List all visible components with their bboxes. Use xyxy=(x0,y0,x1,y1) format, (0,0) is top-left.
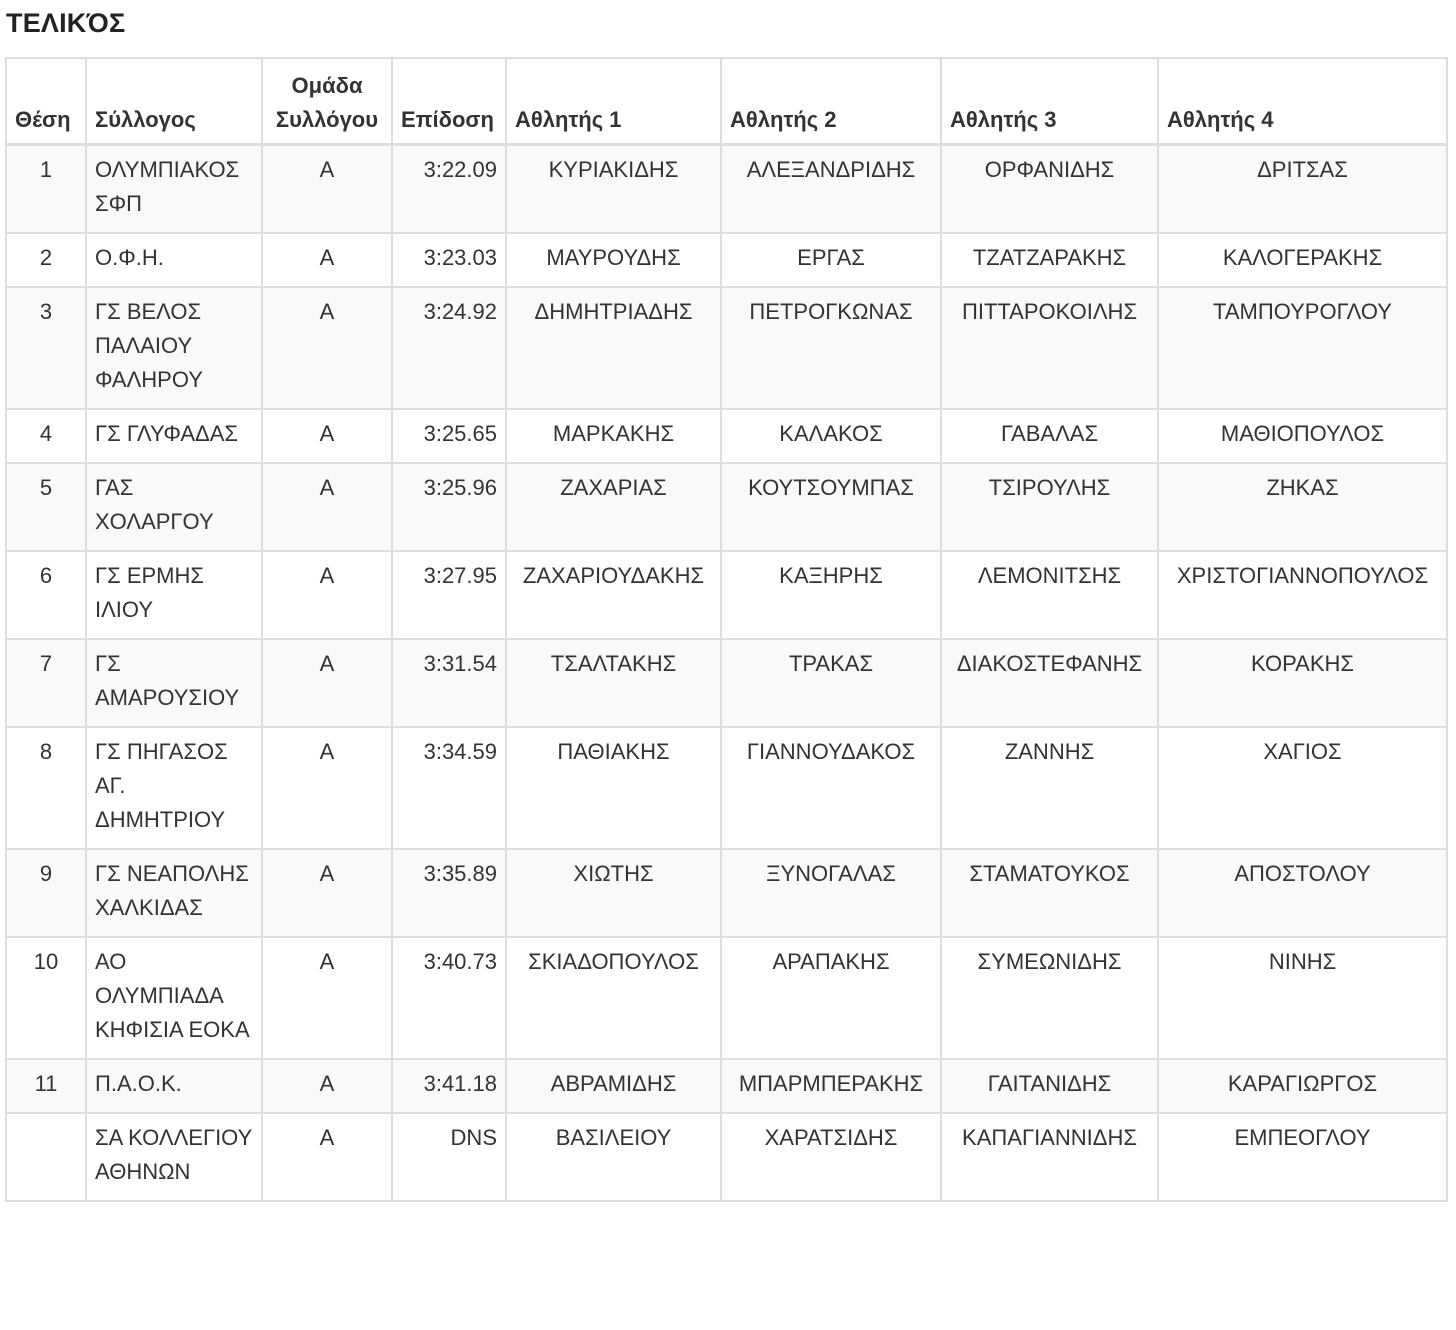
cell-athlete-1: ΤΣΑΛΤΑΚΗΣ xyxy=(506,639,721,727)
cell-athlete-4: ΚΑΡΑΓΙΩΡΓΟΣ xyxy=(1158,1059,1447,1113)
cell-athlete-1: ΚΥΡΙΑΚΙΔΗΣ xyxy=(506,145,721,234)
cell-performance: 3:31.54 xyxy=(392,639,506,727)
cell-athlete-3: ΠΙΤΤΑΡΟΚΟΙΛΗΣ xyxy=(941,287,1158,409)
cell-athlete-2: ΑΛΕΞΑΝΔΡΙΔΗΣ xyxy=(721,145,941,234)
cell-team: Α xyxy=(262,145,392,234)
cell-athlete-4: ΑΠΟΣΤΟΛΟΥ xyxy=(1158,849,1447,937)
results-table xyxy=(5,57,1448,1202)
cell-performance: 3:22.09 xyxy=(392,145,506,234)
cell-position: 2 xyxy=(6,233,86,287)
cell-athlete-4: ΧΑΓΙΟΣ xyxy=(1158,727,1447,849)
cell-team: Α xyxy=(262,233,392,287)
header-athlete-4: Αθλητής 4 xyxy=(1158,58,1447,145)
cell-position: 11 xyxy=(6,1059,86,1113)
cell-position xyxy=(6,1113,86,1201)
cell-club: ΟΛΥΜΠΙΑΚΟΣ ΣΦΠ xyxy=(86,145,262,234)
cell-club: Π.Α.Ο.Κ. xyxy=(86,1059,262,1113)
cell-team: Α xyxy=(262,287,392,409)
cell-athlete-3: ΟΡΦΑΝΙΔΗΣ xyxy=(941,145,1158,234)
cell-performance: 3:25.65 xyxy=(392,409,506,463)
cell-athlete-4: ΜΑΘΙΟΠΟΥΛΟΣ xyxy=(1158,409,1447,463)
cell-athlete-2: ΞΥΝΟΓΑΛΑΣ xyxy=(721,849,941,937)
table-row xyxy=(6,937,1447,1059)
cell-team: Α xyxy=(262,639,392,727)
cell-athlete-4: ΚΟΡΑΚΗΣ xyxy=(1158,639,1447,727)
cell-performance: 3:24.92 xyxy=(392,287,506,409)
cell-team: Α xyxy=(262,849,392,937)
cell-athlete-4: ΝΙΝΗΣ xyxy=(1158,937,1447,1059)
cell-team: Α xyxy=(262,1059,392,1113)
cell-club: ΓΣ ΓΛΥΦΑΔΑΣ xyxy=(86,409,262,463)
cell-athlete-1: ΧΙΩΤΗΣ xyxy=(506,849,721,937)
cell-athlete-1: ΣΚΙΑΔΟΠΟΥΛΟΣ xyxy=(506,937,721,1059)
table-row xyxy=(6,639,1447,727)
cell-athlete-2: ΕΡΓΑΣ xyxy=(721,233,941,287)
cell-team: Α xyxy=(262,727,392,849)
cell-position: 1 xyxy=(6,145,86,234)
header-team: Ομάδα Συλλόγου xyxy=(262,58,392,145)
cell-athlete-3: ΓΑΒΑΛΑΣ xyxy=(941,409,1158,463)
cell-athlete-2: ΓΙΑΝΝΟΥΔΑΚΟΣ xyxy=(721,727,941,849)
cell-athlete-2: ΑΡΑΠΑΚΗΣ xyxy=(721,937,941,1059)
header-athlete-1: Αθλητής 1 xyxy=(506,58,721,145)
cell-team: Α xyxy=(262,1113,392,1201)
cell-athlete-1: ΑΒΡΑΜΙΔΗΣ xyxy=(506,1059,721,1113)
cell-athlete-3: ΤΖΑΤΖΑΡΑΚΗΣ xyxy=(941,233,1158,287)
cell-athlete-3: ΖΑΝΝΗΣ xyxy=(941,727,1158,849)
cell-athlete-3: ΣΤΑΜΑΤΟΥΚΟΣ xyxy=(941,849,1158,937)
cell-club: ΓΣ ΠΗΓΑΣΟΣ ΑΓ. ΔΗΜΗΤΡΙΟΥ xyxy=(86,727,262,849)
cell-performance: 3:23.03 xyxy=(392,233,506,287)
cell-athlete-2: ΚΟΥΤΣΟΥΜΠΑΣ xyxy=(721,463,941,551)
cell-athlete-2: ΠΕΤΡΟΓΚΩΝΑΣ xyxy=(721,287,941,409)
cell-athlete-3: ΛΕΜΟΝΙΤΣΗΣ xyxy=(941,551,1158,639)
cell-club: ΓΣ ΕΡΜΗΣ ΙΛΙΟΥ xyxy=(86,551,262,639)
cell-position: 8 xyxy=(6,727,86,849)
table-row xyxy=(6,233,1447,287)
cell-athlete-4: ΚΑΛΟΓΕΡΑΚΗΣ xyxy=(1158,233,1447,287)
cell-athlete-1: ΜΑΡΚΑΚΗΣ xyxy=(506,409,721,463)
cell-athlete-4: ΔΡΙΤΣΑΣ xyxy=(1158,145,1447,234)
cell-athlete-1: ΖΑΧΑΡΙΑΣ xyxy=(506,463,721,551)
cell-team: Α xyxy=(262,463,392,551)
table-row xyxy=(6,551,1447,639)
cell-performance: 3:40.73 xyxy=(392,937,506,1059)
cell-athlete-1: ΖΑΧΑΡΙΟΥΔΑΚΗΣ xyxy=(506,551,721,639)
cell-performance: 3:41.18 xyxy=(392,1059,506,1113)
cell-athlete-4: ΖΗΚΑΣ xyxy=(1158,463,1447,551)
cell-club: ΓΣ ΑΜΑΡΟΥΣΙΟΥ xyxy=(86,639,262,727)
cell-position: 7 xyxy=(6,639,86,727)
cell-athlete-3: ΓΑΙΤΑΝΙΔΗΣ xyxy=(941,1059,1158,1113)
header-position: Θέση xyxy=(6,58,86,145)
cell-position: 6 xyxy=(6,551,86,639)
cell-position: 9 xyxy=(6,849,86,937)
cell-position: 5 xyxy=(6,463,86,551)
cell-athlete-4: ΕΜΠΕΟΓΛΟΥ xyxy=(1158,1113,1447,1201)
cell-athlete-4: ΤΑΜΠΟΥΡΟΓΛΟΥ xyxy=(1158,287,1447,409)
header-club: Σύλλογος xyxy=(86,58,262,145)
cell-club: ΓΣ ΒΕΛΟΣ ΠΑΛΑΙΟΥ ΦΑΛΗΡΟΥ xyxy=(86,287,262,409)
table-header-row xyxy=(6,58,1447,145)
cell-performance: 3:34.59 xyxy=(392,727,506,849)
table-row xyxy=(6,1059,1447,1113)
cell-athlete-3: ΤΣΙΡΟΥΛΗΣ xyxy=(941,463,1158,551)
table-row xyxy=(6,463,1447,551)
cell-athlete-2: ΜΠΑΡΜΠΕΡΑΚΗΣ xyxy=(721,1059,941,1113)
table-row xyxy=(6,727,1447,849)
header-athlete-3: Αθλητής 3 xyxy=(941,58,1158,145)
cell-team: Α xyxy=(262,551,392,639)
cell-athlete-2: ΚΑΛΑΚΟΣ xyxy=(721,409,941,463)
cell-position: 4 xyxy=(6,409,86,463)
cell-club: ΓΑΣ ΧΟΛΑΡΓΟΥ xyxy=(86,463,262,551)
cell-athlete-3: ΚΑΠΑΓΙΑΝΝΙΔΗΣ xyxy=(941,1113,1158,1201)
cell-position: 3 xyxy=(6,287,86,409)
cell-performance: DNS xyxy=(392,1113,506,1201)
cell-athlete-1: ΔΗΜΗΤΡΙΑΔΗΣ xyxy=(506,287,721,409)
cell-performance: 3:25.96 xyxy=(392,463,506,551)
cell-team: Α xyxy=(262,409,392,463)
table-row xyxy=(6,1113,1447,1201)
header-performance: Επίδοση xyxy=(392,58,506,145)
cell-athlete-1: ΒΑΣΙΛΕΙΟΥ xyxy=(506,1113,721,1201)
table-row xyxy=(6,287,1447,409)
cell-athlete-1: ΜΑΥΡΟΥΔΗΣ xyxy=(506,233,721,287)
cell-club: Ο.Φ.Η. xyxy=(86,233,262,287)
cell-athlete-2: ΤΡΑΚΑΣ xyxy=(721,639,941,727)
table-row xyxy=(6,145,1447,234)
cell-athlete-3: ΔΙΑΚΟΣΤΕΦΑΝΗΣ xyxy=(941,639,1158,727)
cell-position: 10 xyxy=(6,937,86,1059)
results-body xyxy=(6,145,1447,1202)
cell-athlete-2: ΧΑΡΑΤΣΙΔΗΣ xyxy=(721,1113,941,1201)
header-athlete-2: Αθλητής 2 xyxy=(721,58,941,145)
cell-athlete-1: ΠΑΘΙΑΚΗΣ xyxy=(506,727,721,849)
page-title: ΤΕΛΙΚΌΣ xyxy=(6,8,126,38)
cell-athlete-2: ΚΑΞΗΡΗΣ xyxy=(721,551,941,639)
cell-athlete-4: ΧΡΙΣΤΟΓΙΑΝΝΟΠΟΥΛΟΣ xyxy=(1158,551,1447,639)
table-row xyxy=(6,849,1447,937)
cell-club: ΑΟ ΟΛΥΜΠΙΑΔΑ ΚΗΦΙΣΙΑ ΕΟΚΑ xyxy=(86,937,262,1059)
cell-performance: 3:27.95 xyxy=(392,551,506,639)
cell-team: Α xyxy=(262,937,392,1059)
table-row xyxy=(6,409,1447,463)
cell-club: ΓΣ ΝΕΑΠΟΛΗΣ ΧΑΛΚΙΔΑΣ xyxy=(86,849,262,937)
cell-performance: 3:35.89 xyxy=(392,849,506,937)
cell-club: ΣΑ ΚΟΛΛΕΓΙΟΥ ΑΘΗΝΩΝ xyxy=(86,1113,262,1201)
cell-athlete-3: ΣΥΜΕΩΝΙΔΗΣ xyxy=(941,937,1158,1059)
